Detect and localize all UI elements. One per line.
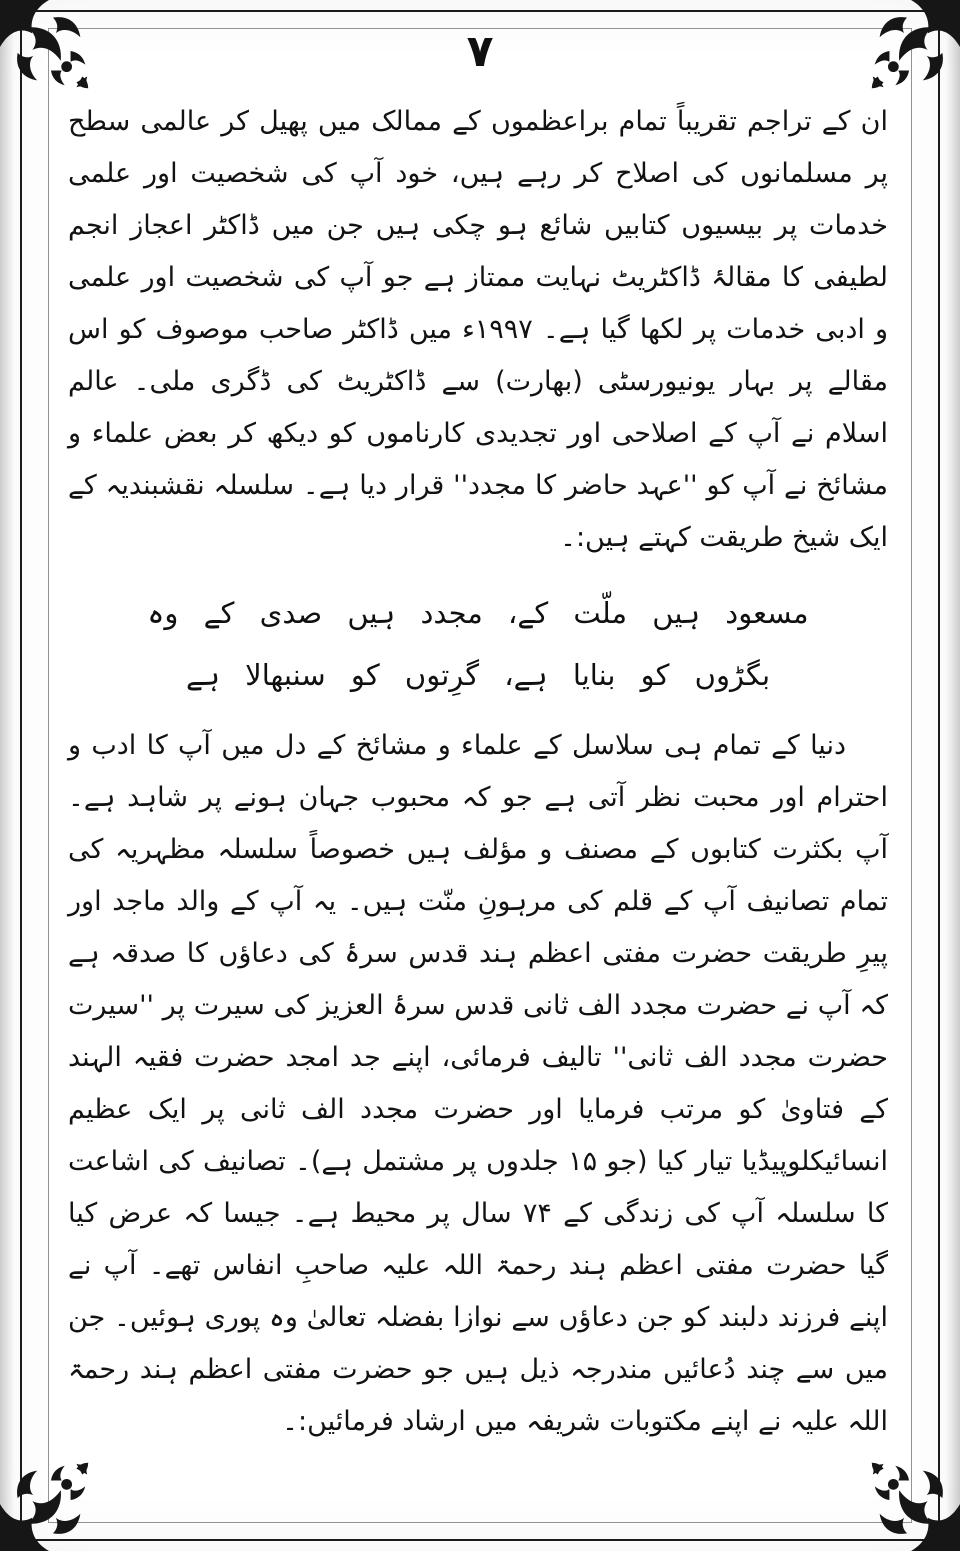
body-paragraph-2: دنیا کے تمام ہی سلاسل کے علماء و مشائخ کے دل میں آپ کا ادب و احترام اور محبت نظر آتی ہے جو کہ محبوب جہان ہونے پر شاہد ہے۔ آپ بکثرت کتابوں کے مصنف و مؤلف ہیں خصوصاً سلسلہ مظہریہ کی تمام تصانیف آپ کے قلم کی مرہونِ منّت ہیں۔ یہ آپ کے والد ماجد اور پیرِ طریقت حضرت مفتی اعظم ہند قدس سرۂ کی دعاؤں کا صدقہ ہے کہ آپ نے حضرت مجدد الف ثانی قدس سرۂ العزیز کی سیرت پر ''سیرت حضرت مجدد الف ثانی'' تالیف فرمائی، اپنے جد امجد حضرت فقیہ الہند کے فتاویٰ کو مرتب فرمایا اور حضرت مجدد الف ثانی پر ایک عظیم انسائیکلوپیڈیا تیار کیا (جو ۱۵ جلدوں پر مشتمل ہے)۔ تصانیف کی اشاعت کا سلسلہ آپ کی زندگی کے ۷۴ سال پر محیط ہے۔ جیسا کہ عرض کیا گیا حضرت مفتی اعظم ہند رحمۃ اللہ علیہ صاحبِ انفاس تھے۔ آپ نے اپنے فرزند دلبند کو جن دعاؤں سے نوازا بفضلہ تعالیٰ وہ پوری ہوئیں۔ جن میں سے چند دُعائیں مندرجہ ذیل ہیں جو حضرت مفتی اعظم ہند رحمۃ اللہ علیہ نے اپنے مکتوبات شریفہ میں ارشاد فرمائیں:۔ (68, 730, 888, 1437)
verse-line-2: بگڑوں کو بنایا ہے، گرِتوں کو سنبھالا ہے (185, 658, 771, 692)
scan-edge-shadow-right (946, 0, 960, 1551)
page-body-text (68, 96, 888, 1448)
scan-edge-shadow-left (0, 0, 14, 1551)
corner-flourish-icon (0, 1453, 98, 1551)
corner-flourish-icon (862, 1453, 960, 1551)
verse-line-1: مسعود ہیں ملّت کے، مجدد ہیں صدی کے وہ (147, 596, 809, 630)
verse-couplet (98, 582, 858, 706)
corner-flourish-icon (862, 0, 960, 98)
corner-flourish-icon (0, 0, 98, 98)
body-paragraph-1: ان کے تراجم تقریباً تمام براعظموں کے ممالک میں پھیل کر عالمی سطح پر مسلمانوں کی اصلاح کر رہے ہیں، خود آپ کی شخصیت اور علمی خدمات پر بیسیوں کتابیں شائع ہو چکی ہیں جن میں ڈاکٹر اعجاز انجم لطیفی کا مقالۂ ڈاکٹریٹ نہایت ممتاز ہے جو آپ کی شخصیت اور علمی و ادبی خدمات پر لکھا گیا ہے۔ ۱۹۹۷ء میں ڈاکٹر صاحب موصوف کو اس مقالے پر بہار یونیورسٹی (بھارت) سے ڈاکٹریٹ کی ڈگری ملی۔ عالم اسلام نے آپ کے اصلاحی اور تجدیدی کارناموں کو دیکھ کر بعض علماء و مشائخ نے آپ کو ''عہد حاضر کا مجدد'' قرار دیا ہے۔ سلسلہ نقشبندیہ کے ایک شیخ طریقت کہتے ہیں:۔ (68, 106, 888, 553)
page-number: ۷ (466, 26, 494, 77)
